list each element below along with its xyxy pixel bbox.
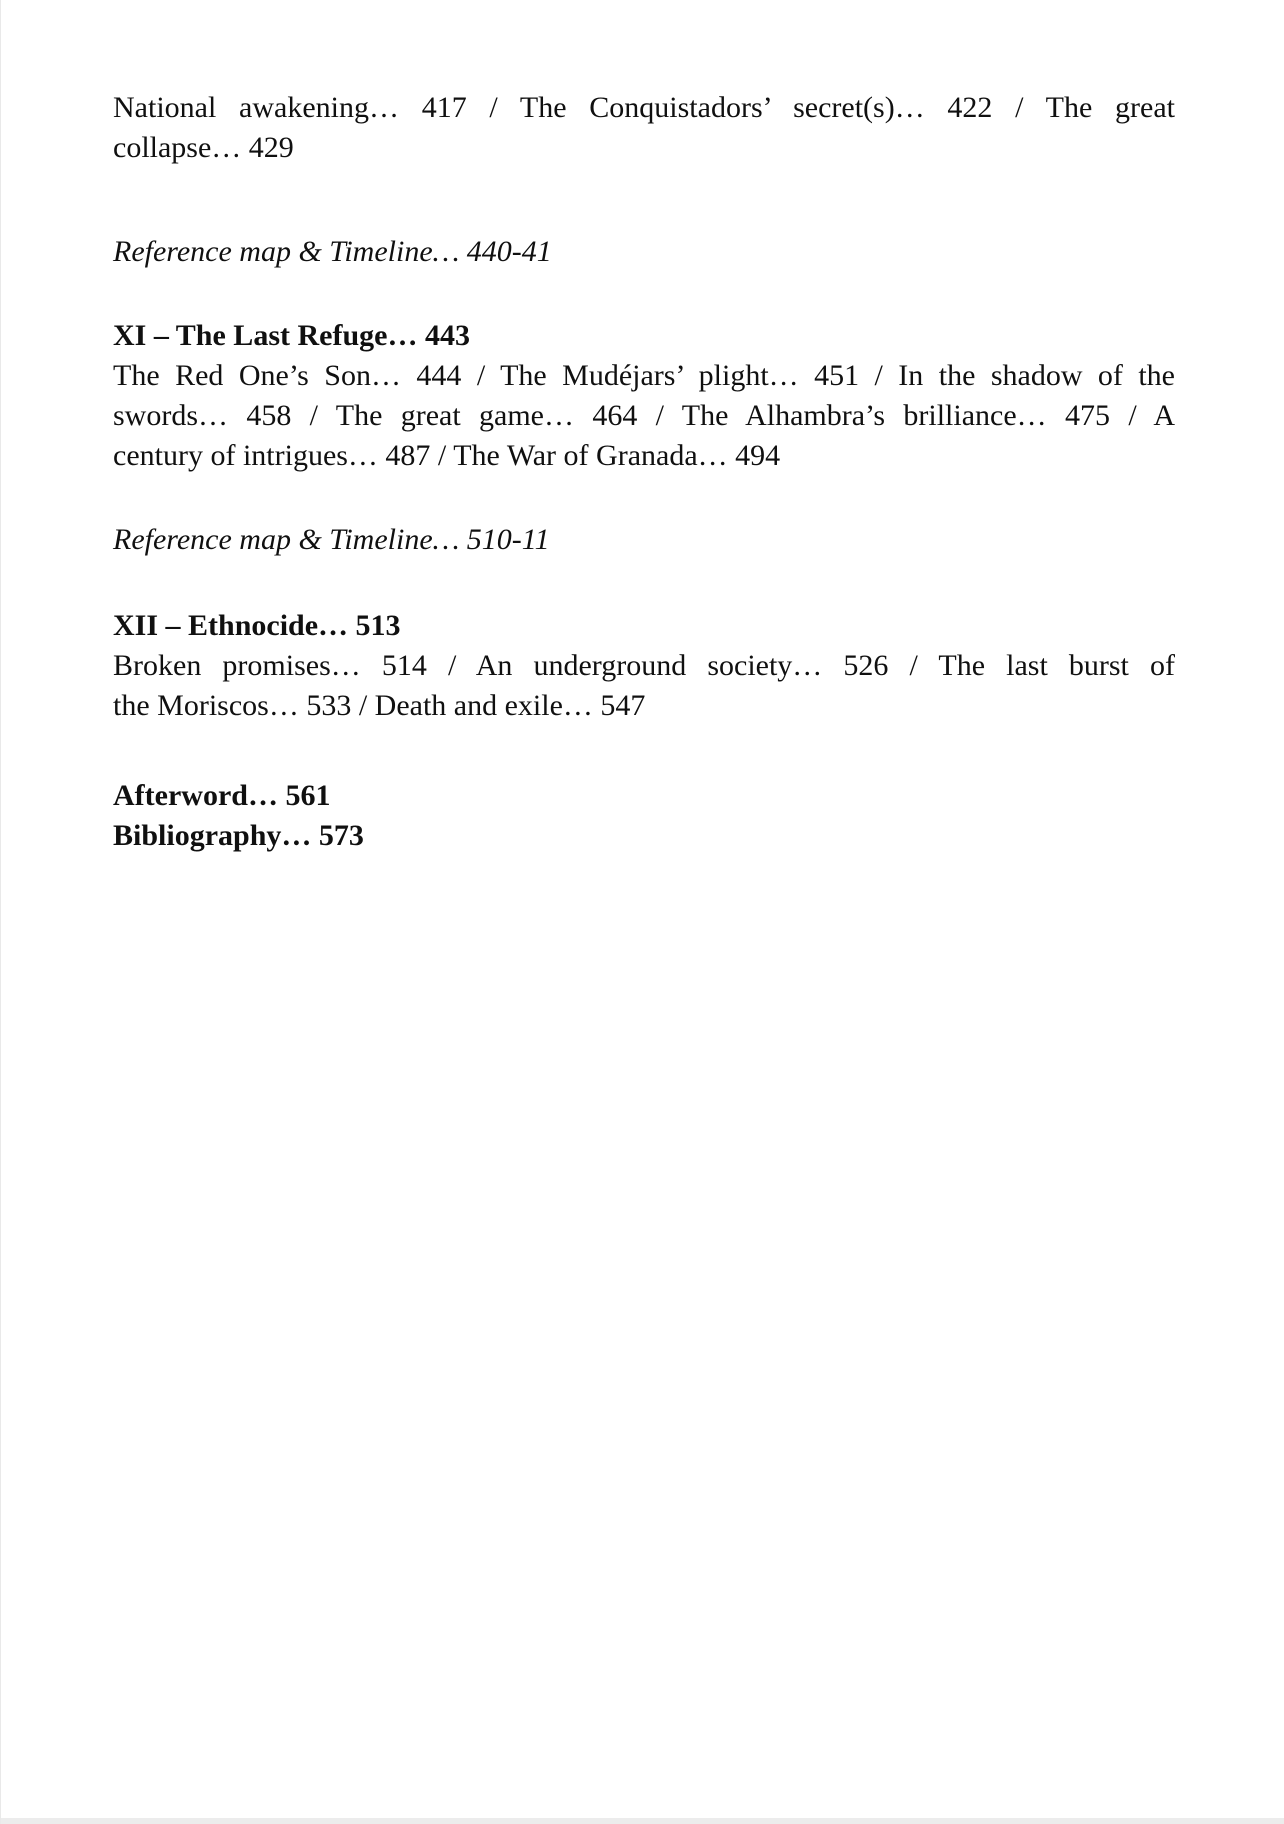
toc-line: Reference map & Timeline… 440-41 [113, 235, 552, 268]
toc-line: Bibliography… 573 [113, 819, 364, 852]
reference-map-timeline-line [113, 520, 1175, 560]
page-bottom-edge [1, 1818, 1284, 1824]
chapter-title: XII – Ethnocide… 513 [113, 609, 401, 642]
toc-line: Afterword… 561 [113, 779, 331, 812]
toc-line: Reference map & Timeline… 510-11 [113, 523, 550, 556]
bibliography-entry [113, 816, 1175, 856]
toc-paragraph-chapter-xi-sections [113, 356, 1175, 476]
toc-paragraph-chapter-x-sections [113, 88, 1175, 168]
reference-map-timeline-line [113, 232, 1175, 272]
toc-line: collapse… 429 [113, 131, 294, 164]
chapter-title: XI – The Last Refuge… 443 [113, 319, 470, 352]
chapter-heading-xii [113, 606, 1175, 646]
chapter-heading-xi [113, 316, 1175, 356]
toc-line: National awakening… 417 / The Conquistadors’ secret(s)… 422 / The great [113, 91, 1175, 124]
toc-line: Broken promises… 514 / An underground society… 526 / The last burst of [113, 649, 1175, 682]
toc-line: the Moriscos… 533 / Death and exile… 547 [113, 689, 646, 722]
table-of-contents [1, 0, 1284, 856]
toc-line: The Red One’s Son… 444 / The Mudéjars’ plight… 451 / In the shadow of the [113, 359, 1175, 392]
toc-paragraph-chapter-xii-sections [113, 646, 1175, 726]
toc-line: century of intrigues… 487 / The War of Granada… 494 [113, 439, 781, 472]
afterword-entry [113, 776, 1175, 816]
toc-line: swords… 458 / The great game… 464 / The Alhambra’s brilliance… 475 / A [113, 399, 1175, 432]
